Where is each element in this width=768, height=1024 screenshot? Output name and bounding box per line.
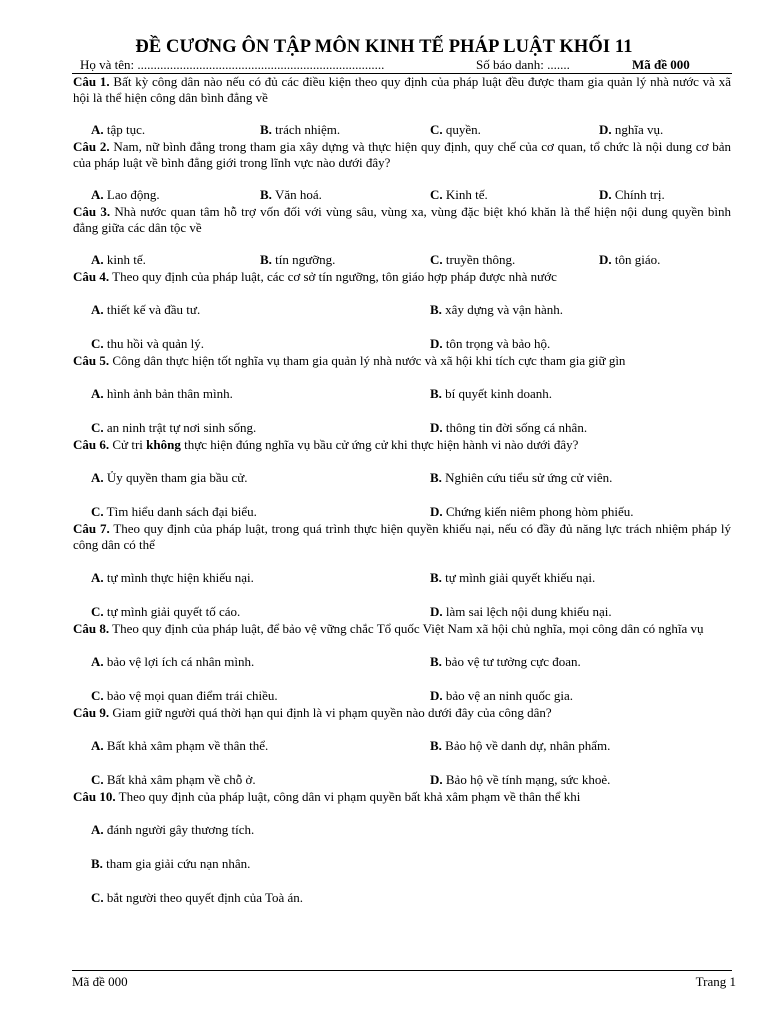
option-letter: C. [430,252,443,267]
question-number: Câu 6. [73,437,110,452]
option-text: thu hồi và quản lý. [106,336,205,351]
answer-option-c[interactable] [91,420,256,436]
option-text: bảo vệ lợi ích cá nhân mình. [106,654,255,669]
option-letter: B. [260,187,272,202]
question-text: Theo quy định của pháp luật, trong quá trình thực hiện quyền khiếu nại, nếu có đầy đủ năng lực trách nhiệm pháp lý công dân có thể [73,521,732,552]
question-10 [73,789,731,907]
option-letter: D. [430,336,443,351]
option-letter: B. [430,302,442,317]
question-5 [73,353,731,437]
question-text: Theo quy định của pháp luật, công dân vi phạm quyền bất khả xâm phạm về thân thể khi [118,789,581,804]
answer-row [73,688,731,705]
option-letter: C. [91,504,104,519]
answer-row [73,470,731,487]
option-letter: D. [599,122,612,137]
option-letter: D. [430,420,443,435]
question-9 [73,705,731,789]
question-stem [73,521,731,553]
option-letter: A. [91,822,104,837]
option-text: tập tục. [106,122,146,137]
option-text: Lao động. [106,187,160,202]
question-4 [73,269,731,353]
option-text: bảo vệ tư tưởng cực đoan. [445,654,581,669]
option-text: Bất khả xâm phạm về thân thể. [106,738,269,753]
option-letter: D. [599,252,612,267]
option-text: trách nhiệm. [275,122,341,137]
answer-row [73,336,731,353]
option-text: hình ảnh bản thân mình. [106,386,233,401]
question-3 [73,204,731,269]
option-letter: D. [430,504,443,519]
option-letter: A. [91,122,104,137]
option-letter: D. [430,688,443,703]
option-text: tôn giáo. [614,252,661,267]
question-text: Bất kỳ công dân nào nếu có đủ các điều kiện theo quy định của pháp luật đều được tham gia quản lý nhà nước và xã hội là thể hiện công dân bình đẳng về [73,74,731,105]
question-text: Theo quy định của pháp luật, để bảo vệ vững chắc Tổ quốc Việt Nam xã hội chủ nghĩa, mọi công dân có nghĩa vụ [112,621,704,636]
option-text: Chính trị. [614,187,665,202]
answer-option-d[interactable] [599,122,663,138]
option-letter: A. [91,386,104,401]
answer-row [73,420,731,437]
question-7 [73,521,731,621]
question-1 [73,74,731,139]
question-stem [73,269,731,285]
option-text: bí quyết kinh doanh. [445,386,553,401]
question-number: Câu 10. [73,789,116,804]
answer-option-c[interactable] [430,187,488,203]
answer-option-a[interactable] [91,187,160,203]
question-text: Theo quy định của pháp luật, các cơ sở tín ngưỡng, tôn giáo hợp pháp được nhà nước [112,269,557,284]
option-letter: C. [91,336,104,351]
candidate-number-field: Số báo danh: ....... [476,57,570,72]
question-number: Câu 3. [73,204,111,219]
option-letter: C. [91,420,104,435]
answer-option-a[interactable] [91,252,146,268]
option-text: kinh tế. [106,252,146,267]
option-text: tự mình thực hiện khiếu nại. [106,570,254,585]
question-2 [73,139,731,204]
option-text: Kinh tế. [445,187,488,202]
option-letter: A. [91,187,104,202]
option-text: Tìm hiểu danh sách đại biểu. [106,504,257,519]
footer-exam-code: Mã đề 000 [72,974,128,989]
question-number: Câu 4. [73,269,110,284]
answer-row [73,386,731,403]
answer-option-b[interactable] [260,122,340,138]
exam-code: Mã đề 000 [632,57,690,72]
answer-row [73,252,731,269]
option-text: bảo vệ an ninh quốc gia. [445,688,573,703]
answer-row [73,570,731,587]
answer-option-d[interactable] [430,504,633,520]
answer-option-d[interactable] [430,420,587,436]
question-stem [73,789,731,805]
option-text: làm sai lệch nội dung khiếu nại. [445,604,612,619]
option-text: đánh người gây thương tích. [106,822,255,837]
answer-option-d[interactable] [430,336,550,352]
question-text-emphasis: không [146,437,181,452]
question-stem [73,74,731,106]
option-text: Văn hoá. [274,187,322,202]
question-text: Nam, nữ bình đẳng trong tham gia xây dựng và thực hiện quy định, quy chế của cơ quan, tổ chức là nội dung cơ bản của pháp luật về bình đẳng giới trong lĩnh vực nào dưới đây? [73,139,731,170]
answer-option-b[interactable] [430,386,552,402]
option-letter: A. [91,654,104,669]
answer-option-a[interactable] [91,386,233,402]
footer-divider [72,970,732,971]
option-letter: A. [91,738,104,753]
option-text: tham gia giải cứu nạn nhân. [106,856,251,871]
option-letter: D. [430,604,443,619]
question-stem [73,437,731,453]
option-letter: C. [91,890,104,905]
question-number: Câu 8. [73,621,110,636]
option-letter: D. [430,772,443,787]
question-number: Câu 7. [73,521,110,536]
question-list [73,74,731,907]
option-text: tín ngưỡng. [275,252,336,267]
option-text: Nghiên cứu tiểu sử ứng cử viên. [445,470,613,485]
answer-option-b[interactable] [430,570,595,586]
answer-option-b[interactable] [73,856,731,873]
answer-option-b[interactable] [260,187,322,203]
question-stem [73,705,731,721]
answer-row [73,772,731,789]
answer-option-a[interactable] [91,122,145,138]
answer-row [73,604,731,621]
answer-option-c[interactable] [91,336,204,352]
option-text: Bảo hộ về tính mạng, sức khoẻ. [445,772,611,787]
option-text: Bảo hộ về danh dự, nhân phẩm. [445,738,611,753]
option-text: truyền thông. [445,252,516,267]
answer-option-b[interactable] [430,302,563,318]
option-letter: B. [430,386,442,401]
option-text: thông tin đời sống cá nhân. [445,420,588,435]
answer-option-b[interactable] [260,252,335,268]
answer-option-a[interactable] [91,570,254,586]
option-letter: C. [91,688,104,703]
question-text: thực hiện đúng nghĩa vụ bầu cử ứng cử khi thực hiện hành vi nào dưới đây? [180,437,579,452]
answer-option-a[interactable] [91,654,254,670]
question-text: Công dân thực hiện tốt nghĩa vụ tham gia quản lý nhà nước và xã hội khi tích cực tham gia giữ gìn [112,353,626,368]
option-text: xây dựng và vận hành. [445,302,564,317]
footer-page-number: Trang 1 [695,974,736,989]
question-8 [73,621,731,705]
answer-option-c[interactable] [91,504,257,520]
answer-row [73,122,731,139]
option-text: tự mình giải quyết khiếu nại. [445,570,596,585]
option-letter: B. [430,654,442,669]
answer-option-b[interactable] [430,738,610,754]
question-6 [73,437,731,521]
answer-option-c[interactable] [430,122,481,138]
option-text: thiết kế và đầu tư. [106,302,201,317]
student-name-field: Họ và tên: ............................................................................ [80,57,385,72]
question-text: Giam giữ người quá thời hạn qui định là vi phạm quyền nào dưới đây của công dân? [112,705,552,720]
option-letter: A. [91,570,104,585]
question-number: Câu 2. [73,139,110,154]
answer-row [73,738,731,755]
option-text: Chứng kiến niêm phong hòm phiếu. [445,504,634,519]
answer-row [73,504,731,521]
question-stem [73,204,731,236]
option-letter: B. [430,738,442,753]
option-letter: C. [91,604,104,619]
option-letter: A. [91,470,104,485]
question-stem [73,621,731,637]
document-title: ĐỀ CƯƠNG ÔN TẬP MÔN KINH TẾ PHÁP LUẬT KHỐI 11 [135,37,633,57]
option-text: nghĩa vụ. [614,122,664,137]
answer-option-a[interactable] [91,470,248,486]
answer-option-c[interactable] [430,252,515,268]
option-text: tự mình giải quyết tố cáo. [106,604,241,619]
option-letter: B. [91,856,103,871]
option-letter: C. [430,187,443,202]
option-letter: B. [430,570,442,585]
question-stem [73,139,731,171]
answer-option-c[interactable] [91,772,256,788]
option-text: quyền. [445,122,481,137]
answer-row [73,302,731,319]
answer-option-a[interactable] [91,302,200,318]
answer-option-c[interactable] [73,890,731,907]
answer-option-b[interactable] [430,470,612,486]
question-text: Cử tri [112,437,147,452]
question-stem [73,353,731,369]
question-number: Câu 5. [73,353,110,368]
answer-option-c[interactable] [91,604,240,620]
option-letter: D. [599,187,612,202]
answer-row [73,187,731,204]
option-text: an ninh trật tự nơi sinh sống. [106,420,257,435]
option-letter: A. [91,252,104,267]
answer-option-c[interactable] [91,688,278,704]
student-info-line [72,58,732,74]
answer-row [73,654,731,671]
answer-option-d[interactable] [599,252,660,268]
option-text: Bất khả xâm phạm về chỗ ở. [106,772,256,787]
question-text: Nhà nước quan tâm hỗ trợ vốn đối với vùng sâu, vùng xa, vùng đặc biệt khó khăn là thể hiện nội dung quyền bình đẳng giữa các dân tộc về [73,204,731,235]
answer-option-a[interactable] [73,822,731,839]
answer-option-d[interactable] [430,772,610,788]
answer-option-a[interactable] [91,738,268,754]
option-text: Ủy quyền tham gia bầu cử. [106,470,248,485]
option-text: bắt người theo quyết định của Toà án. [106,890,304,905]
option-letter: C. [430,122,443,137]
option-letter: B. [260,252,272,267]
option-letter: B. [430,470,442,485]
option-letter: A. [91,302,104,317]
question-number: Câu 9. [73,705,110,720]
answer-option-b[interactable] [430,654,581,670]
answer-option-d[interactable] [599,187,665,203]
answer-option-d[interactable] [430,688,573,704]
answer-option-d[interactable] [430,604,612,620]
question-number: Câu 1. [73,74,110,89]
option-letter: C. [91,772,104,787]
option-text: bảo vệ mọi quan điểm trái chiều. [106,688,278,703]
option-letter: B. [260,122,272,137]
option-text: tôn trọng và bảo hộ. [445,336,551,351]
